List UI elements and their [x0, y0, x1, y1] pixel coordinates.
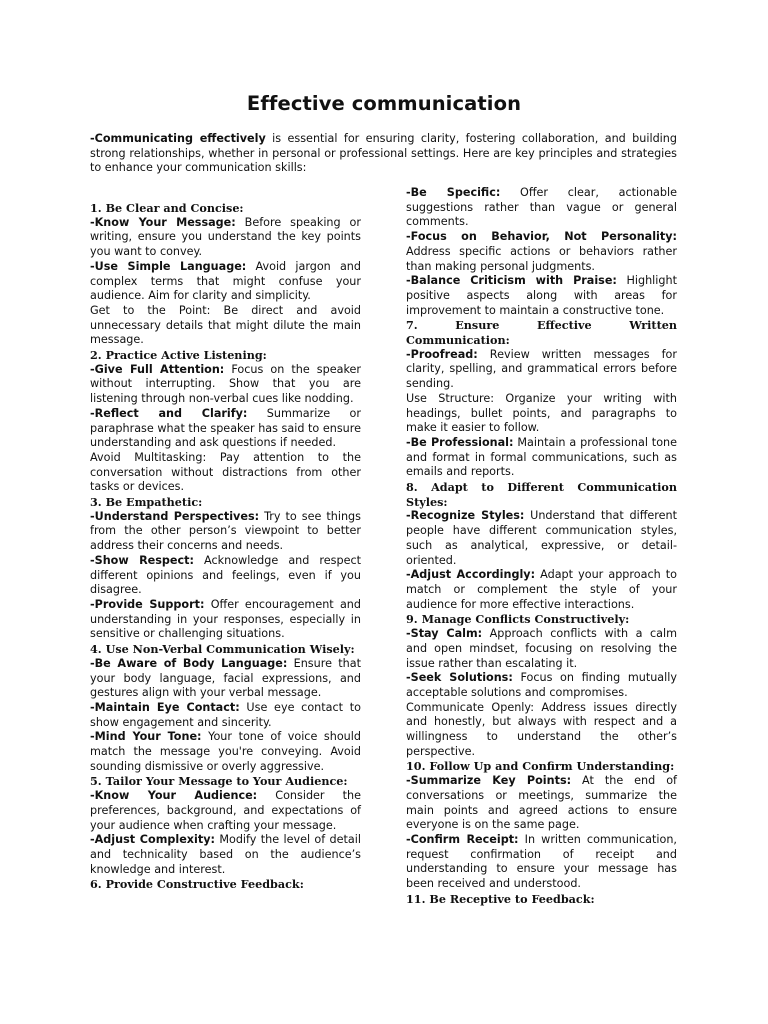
- list-item: [90, 407, 361, 451]
- item-text: Modify the level of detail and technicality based on the audience’s knowledge and interest.: [90, 833, 361, 876]
- list-item: [90, 451, 361, 495]
- item-text: Try to see things from the other person’s viewpoint to better address their concerns and needs.: [90, 509, 361, 553]
- item-lead: -Seek Solutions:: [406, 671, 513, 685]
- item-text: Use eye contact to show engagement and sincerity.: [90, 700, 361, 729]
- item-text: Use Structure: Organize your writing with headings, bullet points, and paragraphs to make it easier to follow.: [406, 391, 677, 435]
- list-item: [406, 392, 677, 436]
- page-title: Effective communication: [246, 92, 522, 115]
- section-heading: 1. Be Clear and Concise:: [90, 201, 244, 215]
- item-text: Get to the Point: Be direct and avoid unnecessary details that might dilute the main message.: [90, 303, 361, 347]
- list-item: [90, 304, 361, 348]
- item-text: Address specific actions or behaviors rather than making personal judgments.: [406, 244, 677, 273]
- intro-text: is essential for ensuring clarity, fostering collaboration, and building strong relationships, whether in personal or professional settings. Here are key principles and strategies to enhance your communication skills:: [90, 132, 677, 175]
- right-column: [406, 186, 677, 906]
- item-lead: -Mind Your Tone:: [90, 730, 202, 744]
- section-heading: 5. Tailor Your Message to Your Audience:: [90, 774, 348, 789]
- item-lead: -Give Full Attention:: [90, 362, 225, 376]
- item-lead: -Focus on Behavior, Not Personality:: [406, 230, 677, 244]
- item-lead: -Confirm Receipt:: [406, 832, 519, 846]
- section-heading: 3. Be Empathetic:: [90, 495, 203, 510]
- item-lead: -Maintain Eye Contact:: [90, 700, 240, 714]
- item-lead: -Provide Support:: [90, 597, 205, 611]
- intro-lead: -Communicating effectively: [90, 132, 266, 145]
- item-text: Consider the preferences, background, and expectations of your audience when crafting your message.: [90, 789, 361, 832]
- list-item: [406, 774, 677, 833]
- item-lead: -Stay Calm:: [406, 627, 483, 641]
- item-lead: -Be Professional:: [406, 435, 514, 449]
- list-item: [90, 363, 361, 407]
- list-item: [90, 657, 361, 701]
- item-text: Highlight positive aspects along with areas for improvement to maintain a constructive tone.: [406, 274, 677, 317]
- list-item: [90, 730, 361, 774]
- list-item: [406, 274, 677, 318]
- item-lead: -Proofread:: [406, 347, 478, 361]
- item-text: Adapt your approach to match or complement the style of your audience for more effective interactions.: [406, 568, 677, 611]
- list-item: [90, 260, 361, 304]
- list-item: [90, 598, 361, 642]
- left-column: [90, 201, 361, 892]
- item-text: Avoid Multitasking: Pay attention to the conversation without distractions from other tasks or devices.: [90, 450, 361, 494]
- item-lead: -Know Your Message:: [90, 215, 236, 229]
- list-item: [406, 833, 677, 892]
- item-text: In written communication, request confirmation of receipt and understanding to ensure your message has been received and understood.: [406, 832, 677, 891]
- item-text: Understand that different people have different communication styles, such as analytical, expressive, or detail-oriented.: [406, 509, 677, 567]
- item-lead: -Balance Criticism with Praise:: [406, 274, 617, 288]
- item-text: Offer clear, actionable suggestions rather than vague or general comments.: [406, 186, 677, 229]
- item-text: Focus on finding mutually acceptable solutions and compromises.: [406, 671, 677, 699]
- list-item: [406, 186, 677, 230]
- list-item: [406, 627, 677, 671]
- item-text: Maintain a professional tone and format in formal communications, such as emails and reports.: [406, 435, 678, 479]
- section-heading: 7. Ensure Effective Written Communication:: [406, 318, 677, 348]
- list-item: [90, 833, 361, 877]
- item-lead: -Adjust Accordingly:: [406, 568, 536, 582]
- item-lead: -Show Respect:: [90, 553, 194, 567]
- list-item: [406, 348, 677, 392]
- list-item: [406, 230, 677, 274]
- section-heading: 6. Provide Constructive Feedback:: [90, 877, 304, 892]
- item-text: Your tone of voice should match the message you're conveying. Avoid sounding dismissive or overly aggressive.: [90, 730, 361, 773]
- section-heading: 9. Manage Conflicts Constructively:: [406, 612, 630, 627]
- list-item: [90, 216, 361, 260]
- section-heading: 2. Practice Active Listening:: [90, 348, 267, 363]
- item-text: Approach conflicts with a calm and open mindset, focusing on resolving the issue rather than escalating it.: [406, 627, 677, 670]
- item-text: Review written messages for clarity, spelling, and grammatical errors before sending.: [406, 347, 677, 391]
- item-text: Offer encouragement and understanding in your responses, especially in sensitive or challenging situations.: [90, 597, 361, 641]
- item-lead: -Reflect and Clarify:: [90, 406, 248, 420]
- list-item: [90, 701, 361, 730]
- list-item: [90, 789, 361, 833]
- item-lead: -Summarize Key Points:: [406, 774, 572, 788]
- item-lead: -Adjust Complexity:: [90, 833, 215, 847]
- item-lead: -Know Your Audience:: [90, 789, 258, 803]
- item-text: Acknowledge and respect different opinions and feelings, even if you disagree.: [90, 553, 361, 597]
- item-text: Avoid jargon and complex terms that might confuse your audience. Aim for clarity and simplicity.: [90, 259, 362, 303]
- list-item: [406, 701, 677, 760]
- item-lead: -Be Aware of Body Language:: [90, 656, 288, 670]
- list-item: [406, 509, 677, 568]
- item-text: Before speaking or writing, ensure you understand the key points you want to convey.: [90, 215, 361, 259]
- list-item: [90, 510, 361, 554]
- item-lead: -Be Specific:: [406, 186, 501, 199]
- item-lead: -Recognize Styles:: [406, 509, 525, 523]
- intro-paragraph: [90, 132, 677, 176]
- item-text: Communicate Openly: Address issues directly and honestly, but always with respect and a willingness to understand the other’s perspective.: [406, 700, 677, 758]
- item-lead: -Use Simple Language:: [90, 259, 247, 273]
- section-heading: 4. Use Non-Verbal Communication Wisely:: [90, 642, 355, 657]
- item-text: Focus on the speaker without interrupting. Show that you are listening through non-verbal cues like nodding.: [90, 362, 362, 406]
- item-lead: -Understand Perspectives:: [90, 509, 260, 523]
- section-heading: 11. Be Receptive to Feedback:: [406, 891, 595, 906]
- list-item: [406, 671, 677, 700]
- section-heading: 8. Adapt to Different Communication Styles:: [406, 480, 677, 509]
- section-heading: 10. Follow Up and Confirm Understanding:: [406, 759, 675, 774]
- list-item: [406, 568, 677, 612]
- item-text: Summarize or paraphrase what the speaker has said to ensure understanding and ask questions if needed.: [90, 406, 361, 450]
- list-item: [90, 554, 361, 598]
- item-text: Ensure that your body language, facial expressions, and gestures align with your verbal message.: [90, 656, 361, 700]
- list-item: [406, 436, 677, 480]
- item-text: At the end of conversations or meetings, summarize the main points and agreed actions to ensure everyone is on the same page.: [406, 774, 677, 832]
